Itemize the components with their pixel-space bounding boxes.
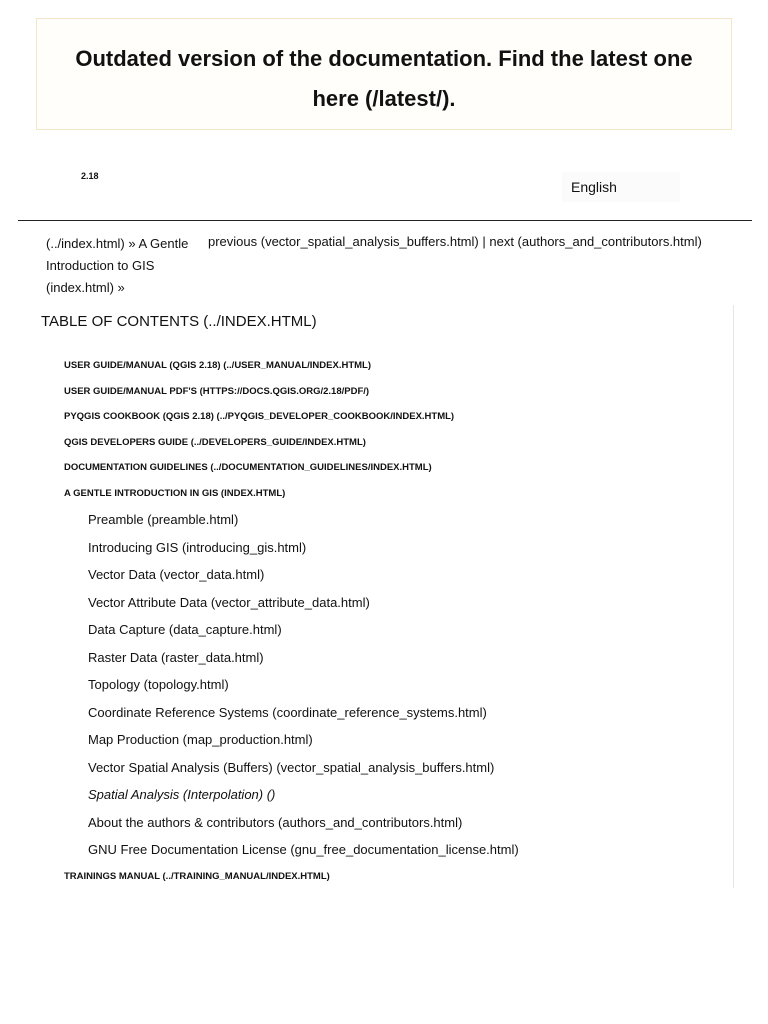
outdated-version-banner	[36, 18, 732, 130]
toc-item-training-manual[interactable]: TRAININGS MANUAL (../TRAINING_MANUAL/INDEX.HTML)	[64, 870, 330, 882]
relnav-separator: |	[482, 234, 486, 249]
breadcrumb[interactable]: (../index.html) » A Gentle Introduction to GIS (index.html) »	[46, 236, 189, 295]
toc-subitem-topology[interactable]: Topology (topology.html)	[88, 677, 229, 692]
toc-subitem-preamble[interactable]: Preamble (preamble.html)	[88, 512, 239, 527]
toc-title[interactable]: TABLE OF CONTENTS (../INDEX.HTML)	[41, 313, 317, 330]
previous-link[interactable]: previous (vector_spatial_analysis_buffers.html)	[208, 234, 479, 249]
toc-subitem-authors-contributors[interactable]: About the authors & contributors (authors_and_contributors.html)	[88, 814, 463, 830]
toc-item-developers-guide[interactable]: QGIS DEVELOPERS GUIDE (../DEVELOPERS_GUIDE/INDEX.HTML)	[64, 436, 366, 448]
toc-subitem-data-capture[interactable]: Data Capture (data_capture.html)	[88, 622, 282, 637]
toc-subitem-vector-attribute-data[interactable]: Vector Attribute Data (vector_attribute_data.html)	[88, 594, 370, 610]
toc-item-gentle-introduction[interactable]: A GENTLE INTRODUCTION IN GIS (INDEX.HTML)	[64, 487, 286, 499]
toc-subitem-vector-spatial-analysis[interactable]: Vector Spatial Analysis (Buffers) (vector_spatial_analysis_buffers.html)	[88, 759, 495, 775]
version-label[interactable]: 2.18	[81, 171, 99, 181]
related-navigation	[208, 233, 702, 250]
next-link[interactable]: next (authors_and_contributors.html)	[489, 234, 702, 249]
toc-subitem-gnu-license[interactable]: GNU Free Documentation License (gnu_free_documentation_license.html)	[88, 842, 519, 857]
header-divider	[18, 220, 752, 221]
toc-item-documentation-guidelines[interactable]: DOCUMENTATION GUIDELINES (../DOCUMENTATION_GUIDELINES/INDEX.HTML)	[64, 462, 432, 473]
toc-list	[64, 353, 728, 889]
toc-item-user-manual[interactable]: USER GUIDE/MANUAL (QGIS 2.18) (../USER_MANUAL/INDEX.HTML)	[64, 360, 372, 371]
outdated-version-link[interactable]: Outdated version of the documentation. Find the latest one here (/latest/).	[75, 46, 693, 111]
toc-item-pyqgis-cookbook[interactable]: PYQGIS COOKBOOK (QGIS 2.18) (../PYQGIS_DEVELOPER_COOKBOOK/INDEX.HTML)	[64, 411, 455, 422]
sidebar-divider	[733, 305, 734, 888]
toc-subitem-map-production[interactable]: Map Production (map_production.html)	[88, 732, 313, 747]
toc-subitem-coordinate-reference-systems[interactable]: Coordinate Reference Systems (coordinate_reference_systems.html)	[88, 704, 487, 720]
toc-subitem-vector-data[interactable]: Vector Data (vector_data.html)	[88, 567, 265, 582]
language-select[interactable]: English	[562, 172, 680, 202]
toc-subitem-spatial-analysis-current: Spatial Analysis (Interpolation) ()	[88, 787, 276, 802]
toc-subitem-raster-data[interactable]: Raster Data (raster_data.html)	[88, 649, 264, 665]
toc-item-user-manual-pdf[interactable]: USER GUIDE/MANUAL PDF'S (HTTPS://DOCS.QGIS.ORG/2.18/PDF/)	[64, 385, 370, 397]
toc-subitem-introducing-gis[interactable]: Introducing GIS (introducing_gis.html)	[88, 539, 307, 555]
